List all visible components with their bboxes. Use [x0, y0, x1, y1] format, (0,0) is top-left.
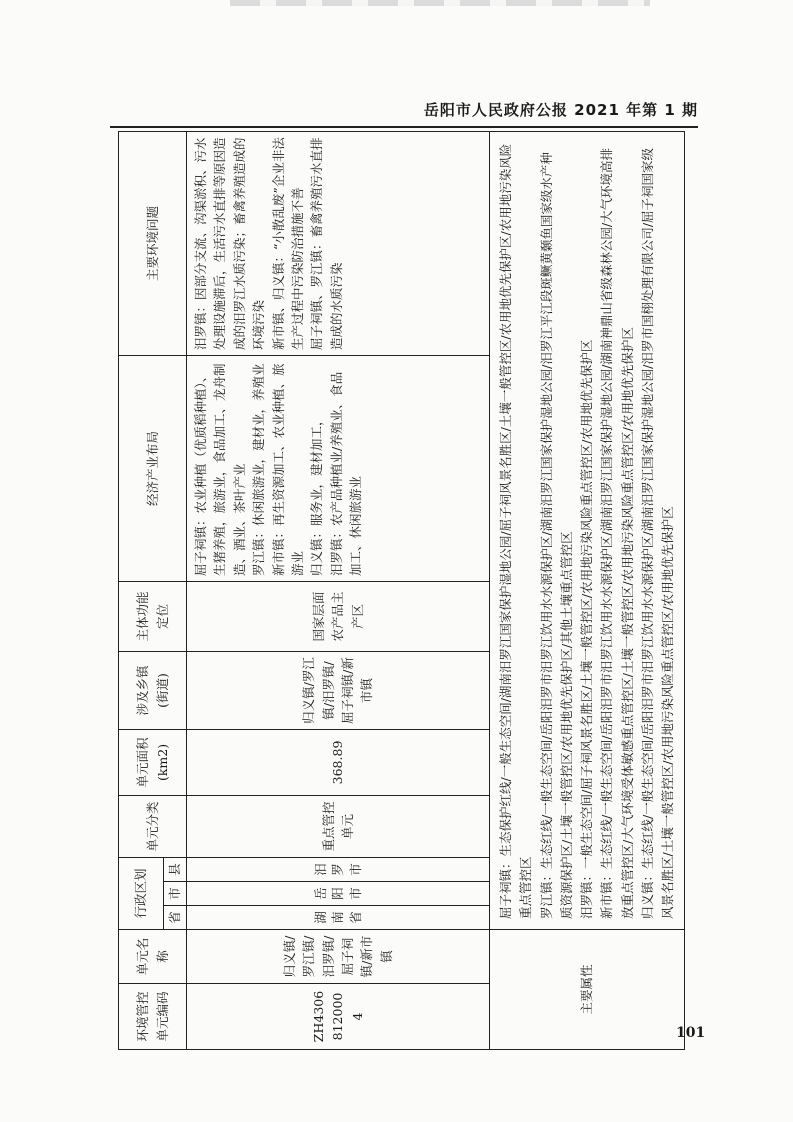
- header-category: 单元分类: [119, 795, 187, 857]
- header-admin: 行政区划: [119, 857, 164, 929]
- cell-province: 湖南省: [187, 906, 490, 930]
- scan-artifact-strip: [230, 0, 650, 6]
- control-unit-table: [118, 131, 685, 1050]
- publication-title: 岳阳市人民政府公报 2021 年第 1 期: [423, 101, 698, 119]
- header-towns: 涉及乡镇(街道): [119, 651, 187, 729]
- cell-area: 368.89: [187, 729, 490, 795]
- cell-industry: [187, 355, 490, 581]
- header-industry: 经济产业布局: [119, 355, 187, 581]
- issue-line: 屈子祠镇、罗江镇：畜禽养殖污水直排造成的水质污染: [309, 137, 344, 350]
- attribute-line: 新市镇：生态红线/一般生态空间/岳阳汨罗市汨罗江饮用水水源保护区/湖南汨罗江国家保护湿地公园/湖南神鼎山省级森林公园/大气环境高排放重点管控区/大气环境受体敏感重点管控区/土壤一般管控区/农用地污染风险重点管控区/农用地优先保护区: [599, 147, 635, 919]
- industry-line: 归义镇：服务业，建材加工，: [309, 413, 325, 576]
- cell-city: 岳阳市: [187, 882, 490, 906]
- issue-line: 新市镇、归义镇：“小散乱废”企业非法生产过程中污染防治措施不善: [270, 137, 305, 350]
- page-header: [110, 98, 698, 128]
- attribute-line: 屈子祠镇：生态保护红线/一般生态空间/湖南汨罗江国家保护湿地公园/屈子祠风景名胜区/土壤一般管控区/农用地优先保护区/农用地污染风险重点管控区: [498, 143, 534, 919]
- cell-code: ZH43068120004: [187, 984, 490, 1050]
- attributes-text: [490, 131, 685, 929]
- cell-towns: 归义镇/罗江镇/汨罗镇/屈子祠镇/新市镇: [187, 651, 490, 729]
- header-name: 单元名称: [119, 930, 187, 984]
- industry-line: 罗江镇：休闲旅游业，建材业，养殖业: [251, 363, 267, 576]
- attribute-line: 罗江镇：生态红线/一般生态空间/岳阳汨罗市汨罗江饮用水水源保护区/湖南汨罗江国家保护湿地公园/汨罗江平江段斑鳜黄颡鱼国家级水产种质资源保护区/土壤一般管控区/农用地优先保护区/其他土壤重点管控区: [538, 152, 574, 919]
- header-county: 县: [164, 857, 187, 881]
- cell-issues: [187, 131, 490, 355]
- cell-name: 归义镇/罗江镇/汨罗镇/屈子祠镇/新市镇: [187, 930, 490, 984]
- attribute-line: 汨罗镇：一般生态空间/屈子祠风景名胜区/土壤一般管控区/农用地污染风险重点管控区/农用地优先保护区: [579, 339, 594, 919]
- industry-line: 新市镇：再生资源加工、农业种植、旅游业: [270, 363, 305, 576]
- cell-category: 重点管控单元: [187, 795, 490, 857]
- industry-line: 汨罗镇：农产品种植业/养殖业、食品加工、休闲旅游业: [328, 371, 363, 576]
- attribute-line: 归义镇：生态红线/一般生态空间/岳阳汨罗市汨罗江饮用水水源保护区/湖南汨罗江国家保护湿地公园/汨罗市国栩处理有限公司/屈子祠国家级风景名胜区/土壤一般管控区/农用地污染风险重点管控区/农用地优先保护区: [639, 147, 675, 919]
- issue-line: 汨罗镇：因部分支流、沟渠淤积、污水处理设施滞后，生活污水直排等原因造成的汨罗江水质污染；畜禽养殖造成的环境污染: [193, 137, 267, 350]
- header-issues: 主要环境问题: [119, 131, 187, 355]
- header-row: [119, 131, 164, 1049]
- header-province: 省: [164, 906, 187, 930]
- attributes-label: 主要属性: [490, 930, 685, 1050]
- page-number: 101: [676, 1025, 706, 1041]
- header-code: 环境管控单元编码: [119, 984, 187, 1050]
- cell-county: 汨罗市: [187, 857, 490, 881]
- table-row: [187, 131, 490, 1049]
- rotated-table-container: [118, 132, 694, 1050]
- attributes-row: [490, 131, 685, 1049]
- header-area: 单元面积(km2): [119, 729, 187, 795]
- industry-line: 屈子祠镇：农业种植（优质稻种植）、生猪养殖，旅游业，食品加工、龙舟制造、酒业、茶叶产业: [193, 363, 247, 576]
- header-city: 市: [164, 882, 187, 906]
- header-function: 主体功能定位: [119, 581, 187, 651]
- cell-function: 国家层面农产品主产区: [187, 581, 490, 651]
